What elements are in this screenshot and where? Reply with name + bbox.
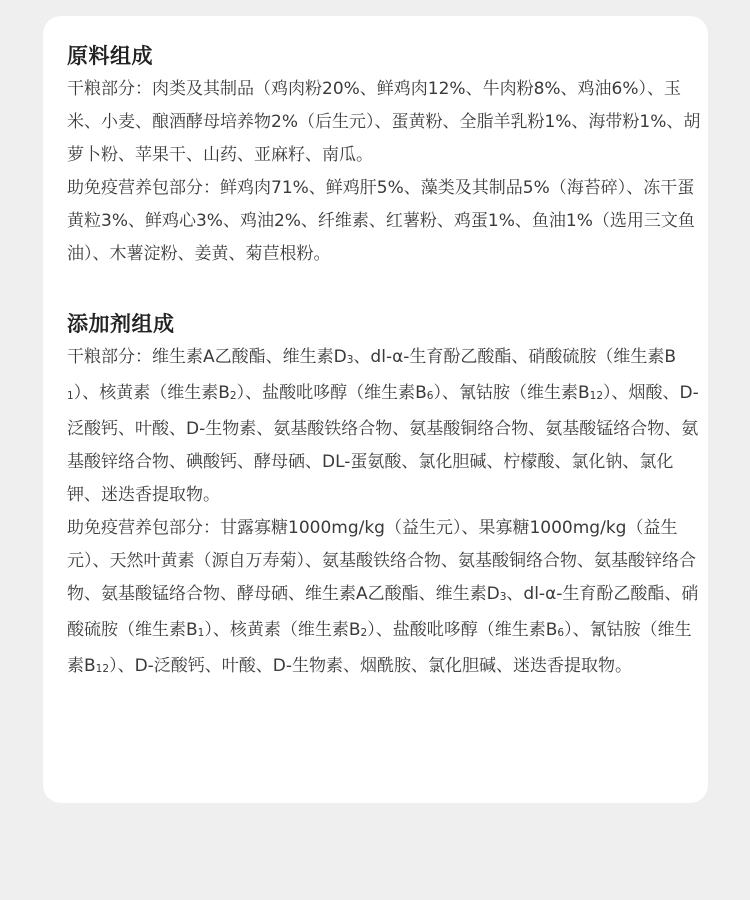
- subscript: 6: [426, 390, 434, 403]
- additives-section: [67, 310, 708, 686]
- subscript: 12: [589, 390, 604, 403]
- subscript: 3: [499, 591, 507, 604]
- text-segment: ）、氰钴胺（维生素B: [67, 620, 692, 677]
- raw-materials-dry-food: 干粮部分：肉类及其制品（鸡肉粉20%、鲜鸡肉12%、牛肉粉8%、鸡油6%）、玉米、小麦、酿酒酵母培养物2%（后生元）、蛋黄粉、全脂羊乳粉1%、海带粉1%、胡萝卜粉、苹果干、山药、亚麻籽、南瓜。: [67, 79, 701, 165]
- text-segment: ）、核黄素（维生素B: [73, 383, 230, 404]
- text-segment: ）、盐酸吡哆醇（维生素B: [236, 383, 427, 404]
- subscript: 6: [557, 627, 565, 640]
- additives-dry-food: [67, 341, 707, 512]
- text-segment: ）、盐酸吡哆醇（维生素B: [367, 620, 558, 641]
- subscript: 2: [229, 390, 237, 403]
- text-segment: 、dl-α-生育酚乙酸酯、硝酸硫胺（维生素B: [67, 584, 699, 641]
- subscript: 12: [95, 663, 110, 676]
- text-segment: ）、核黄素（维生素B: [204, 620, 361, 641]
- text-segment: ）、氰钴胺（维生素B: [433, 383, 590, 404]
- additives-title: 添加剂组成: [67, 312, 175, 336]
- raw-materials-title: 原料组成: [67, 44, 153, 68]
- subscript: 2: [360, 627, 368, 640]
- subscript: 1: [67, 390, 74, 403]
- subscript: 1: [197, 627, 205, 640]
- ingredients-card: [43, 16, 708, 803]
- text-segment: 干粮部分：维生素A乙酸酯、维生素D: [67, 347, 347, 367]
- additives-immune-pack: [67, 512, 707, 686]
- raw-materials-section: [67, 42, 708, 271]
- text-segment: 助免疫营养包部分：甘露寡糖1000mg/kg（益生元）、果寡糖1000mg/kg（益生元）、天然叶黄素（源自万寿菊）、氨基酸铁络合物、氨基酸铜络合物、氨基酸锌络合物、氨基酸锰络合物、酵母硒、维生素A乙酸酯、维生素D: [67, 518, 696, 605]
- text-segment: ）、D-泛酸钙、叶酸、D-生物素、烟酰胺、氯化胆碱、迷迭香提取物。: [109, 656, 633, 677]
- text-segment: ）、烟酸、D-泛酸钙、叶酸、D-生物素、氨基酸铁络合物、氨基酸铜络合物、氨基酸锰络合物、氨基酸锌络合物、碘酸钙、酵母硒、DL-蛋氨酸、氯化胆碱、柠檬酸、氯化钠、氯化钾、迷迭香提取物。: [67, 383, 699, 506]
- raw-materials-immune-pack: 助免疫营养包部分：鲜鸡肉71%、鲜鸡肝5%、藻类及其制品5%（海苔碎）、冻干蛋黄粒3%、鲜鸡心3%、鸡油2%、纤维素、红薯粉、鸡蛋1%、鱼油1%（选用三文鱼油）、木薯淀粉、姜黄、菊苣根粉。: [67, 178, 695, 264]
- subscript: 3: [346, 354, 354, 367]
- text-segment: 、dl-α-生育酚乙酸酯、硝酸硫胺（维生素B: [353, 347, 677, 367]
